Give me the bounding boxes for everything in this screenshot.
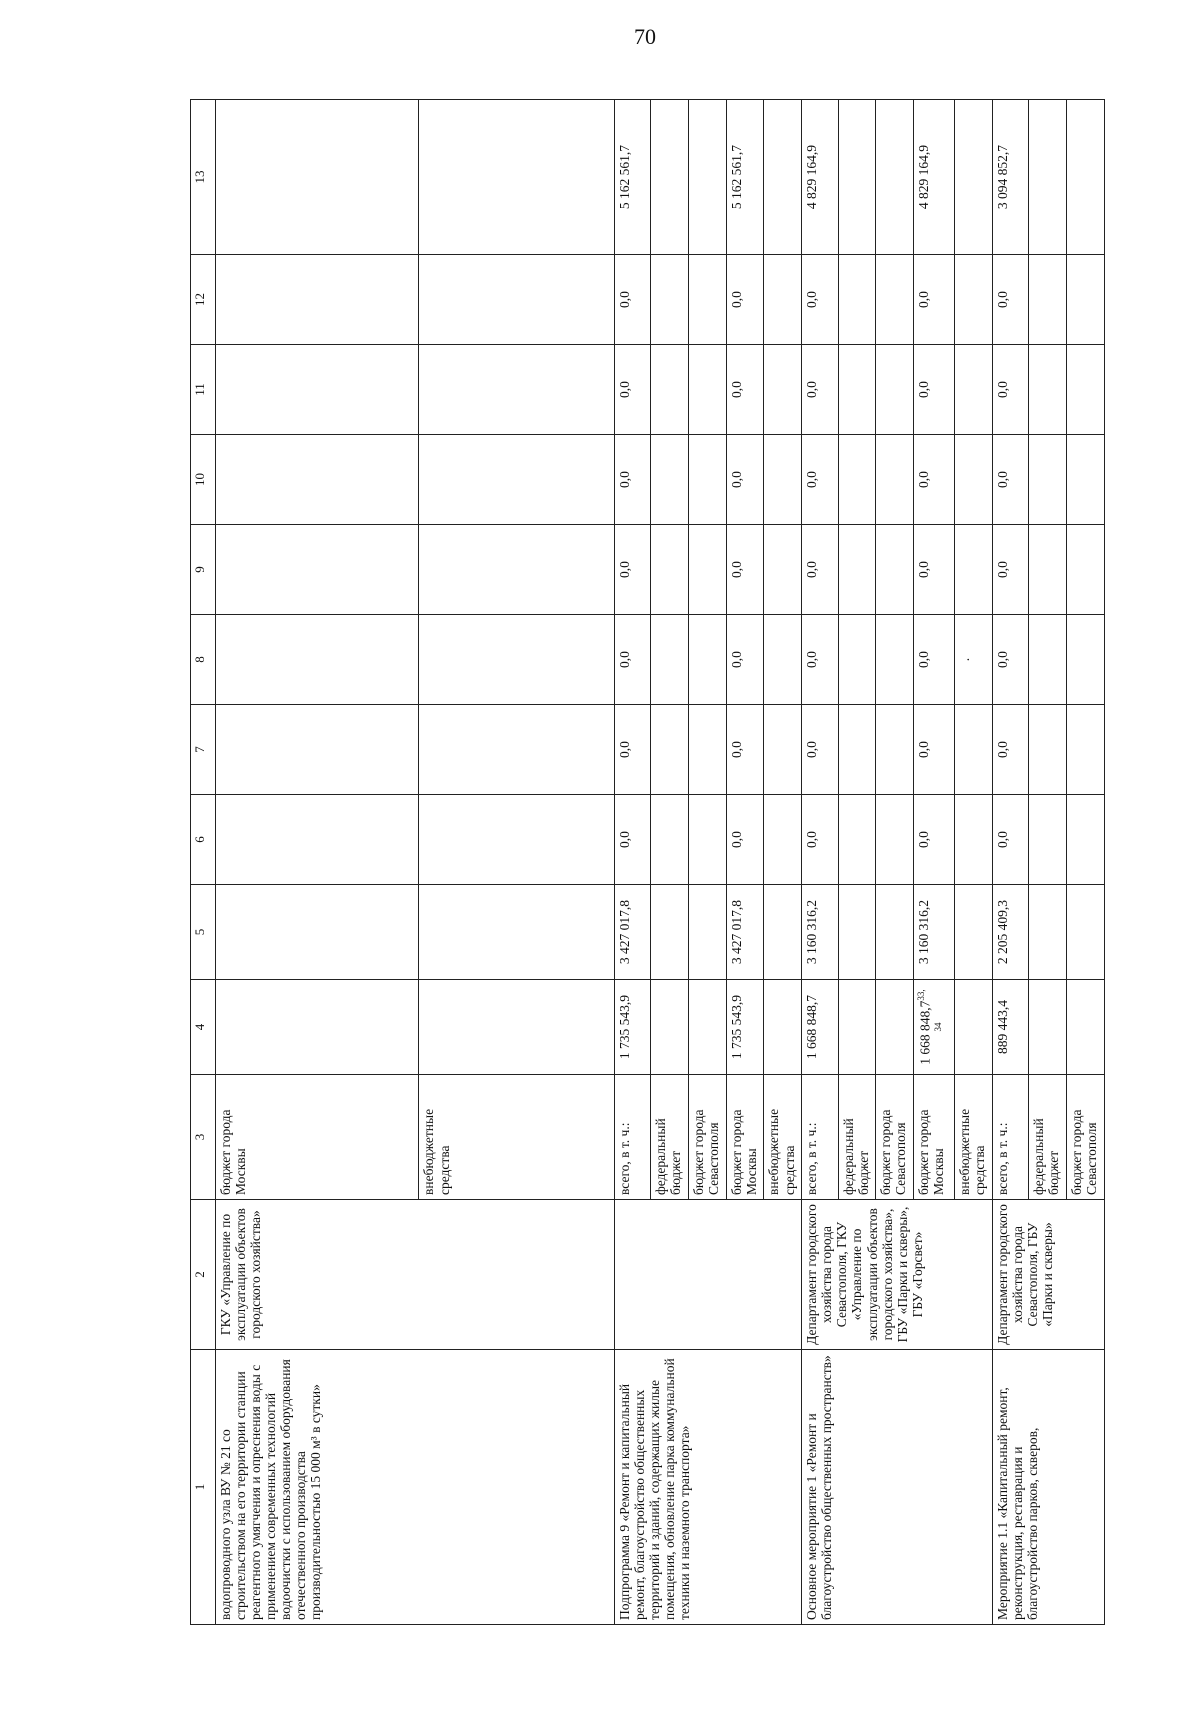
value-cell bbox=[419, 435, 614, 525]
value-cell bbox=[688, 255, 726, 345]
funding-source-cell: федеральный бюджет bbox=[838, 1075, 876, 1200]
value-cell bbox=[914, 795, 955, 885]
value-text: 0,0 bbox=[994, 561, 1010, 578]
value-cell bbox=[838, 255, 876, 345]
value-cell bbox=[1067, 345, 1105, 435]
value-cell bbox=[1067, 435, 1105, 525]
value-cell bbox=[1029, 100, 1067, 255]
value-cell bbox=[726, 885, 764, 980]
column-header: 11 bbox=[191, 345, 216, 435]
value-cell bbox=[802, 435, 838, 525]
value-cell bbox=[688, 435, 726, 525]
value-text: 0,0 bbox=[728, 741, 744, 758]
value-cell bbox=[688, 345, 726, 435]
value-cell bbox=[876, 255, 914, 345]
value-text: 0,0 bbox=[916, 381, 932, 398]
column-header: 4 bbox=[191, 980, 216, 1075]
value-text: 0,0 bbox=[616, 561, 632, 578]
column-header: 9 bbox=[191, 525, 216, 615]
funding-source-cell: бюджет города Москвы bbox=[914, 1075, 955, 1200]
value-cell bbox=[614, 435, 650, 525]
column-header: 2 bbox=[191, 1200, 216, 1350]
value-text: 0,0 bbox=[994, 291, 1010, 308]
value-text: 0,0 bbox=[728, 561, 744, 578]
value-cell bbox=[614, 345, 650, 435]
value-cell bbox=[876, 885, 914, 980]
value-cell bbox=[992, 980, 1028, 1075]
value-text: 0,0 bbox=[804, 741, 820, 758]
value-cell bbox=[215, 100, 419, 255]
value-text: 0,0 bbox=[728, 291, 744, 308]
value-cell bbox=[914, 345, 955, 435]
value-cell bbox=[215, 345, 419, 435]
column-header: 3 bbox=[191, 1075, 216, 1200]
column-number-row bbox=[191, 100, 216, 1625]
value-cell bbox=[419, 525, 614, 615]
value-text: 0,0 bbox=[916, 291, 932, 308]
value-cell bbox=[838, 345, 876, 435]
value-cell bbox=[802, 615, 838, 705]
value-text: 4 829 164,9 bbox=[916, 144, 932, 210]
value-cell bbox=[955, 615, 993, 705]
value-cell bbox=[802, 345, 838, 435]
value-cell bbox=[651, 100, 689, 255]
value-text: 0,0 bbox=[728, 831, 744, 848]
value-text: 0,0 bbox=[994, 831, 1010, 848]
value-cell bbox=[1029, 345, 1067, 435]
value-text: 3 160 316,2 bbox=[804, 899, 820, 965]
funding-source-cell: бюджет города Севастополя bbox=[876, 1075, 914, 1200]
value-cell bbox=[838, 980, 876, 1075]
value-cell bbox=[614, 885, 650, 980]
value-cell bbox=[955, 980, 993, 1075]
column-header: 7 bbox=[191, 705, 216, 795]
footnote-ref: 33, 34 bbox=[916, 989, 943, 1032]
value-cell bbox=[726, 525, 764, 615]
value-cell bbox=[726, 100, 764, 255]
value-cell bbox=[688, 705, 726, 795]
value-cell bbox=[1067, 885, 1105, 980]
value-cell bbox=[726, 795, 764, 885]
value-cell bbox=[688, 525, 726, 615]
value-cell bbox=[876, 525, 914, 615]
value-cell bbox=[614, 100, 650, 255]
value-cell bbox=[992, 525, 1028, 615]
value-text: 0,0 bbox=[916, 831, 932, 848]
value-text: 3 094 852,7 bbox=[994, 144, 1010, 210]
value-cell bbox=[764, 885, 802, 980]
value-cell bbox=[726, 705, 764, 795]
item-name-cell: Подпрограмма 9 «Ремонт и капитальный ремонт, благоустройство общественных территорий и зданий, содержащих жилые помещения, обновление парка коммунальной техники и наземного транспорта» bbox=[614, 1350, 802, 1625]
value-text: 0,0 bbox=[616, 741, 632, 758]
value-cell bbox=[215, 255, 419, 345]
value-cell bbox=[764, 435, 802, 525]
value-cell bbox=[992, 100, 1028, 255]
value-cell bbox=[838, 435, 876, 525]
value-cell bbox=[955, 435, 993, 525]
value-cell bbox=[914, 615, 955, 705]
value-cell bbox=[419, 345, 614, 435]
value-cell bbox=[876, 345, 914, 435]
value-text: 0,0 bbox=[804, 651, 820, 668]
column-header: 13 bbox=[191, 100, 216, 255]
value-text: 1 735 543,9 bbox=[616, 994, 632, 1060]
value-cell bbox=[614, 255, 650, 345]
value-text: 0,0 bbox=[616, 831, 632, 848]
value-cell bbox=[764, 615, 802, 705]
value-cell bbox=[876, 615, 914, 705]
value-text: 0,0 bbox=[616, 471, 632, 488]
value-cell bbox=[651, 795, 689, 885]
value-text: 0,0 bbox=[804, 471, 820, 488]
value-cell bbox=[764, 980, 802, 1075]
value-text: 0,0 bbox=[994, 651, 1010, 668]
value-cell bbox=[802, 255, 838, 345]
value-cell bbox=[215, 435, 419, 525]
value-cell bbox=[1029, 705, 1067, 795]
value-cell bbox=[419, 980, 614, 1075]
value-text: 3 427 017,8 bbox=[728, 899, 744, 965]
funding-source-cell: бюджет города Москвы bbox=[215, 1075, 419, 1200]
value-cell bbox=[802, 795, 838, 885]
value-text: 0,0 bbox=[916, 471, 932, 488]
funding-source-cell: всего, в т. ч.: bbox=[992, 1075, 1028, 1200]
value-cell bbox=[614, 795, 650, 885]
value-cell bbox=[1029, 615, 1067, 705]
value-cell bbox=[802, 525, 838, 615]
value-cell bbox=[688, 615, 726, 705]
value-cell bbox=[651, 885, 689, 980]
value-text: . bbox=[957, 657, 973, 662]
table-row bbox=[614, 100, 650, 1625]
value-cell bbox=[651, 345, 689, 435]
executor-cell: ГКУ «Управление по эксплуатации объектов городского хозяйства» bbox=[215, 1200, 614, 1350]
budget-table bbox=[190, 99, 1105, 1625]
page-number: 70 bbox=[634, 24, 656, 49]
value-cell bbox=[914, 980, 955, 1075]
value-cell bbox=[688, 885, 726, 980]
value-cell bbox=[955, 525, 993, 615]
value-text: 0,0 bbox=[616, 381, 632, 398]
value-text: 0,0 bbox=[994, 381, 1010, 398]
value-text: 0,0 bbox=[728, 381, 744, 398]
value-cell bbox=[1029, 980, 1067, 1075]
value-cell bbox=[914, 525, 955, 615]
value-cell bbox=[419, 795, 614, 885]
value-cell bbox=[876, 100, 914, 255]
value-cell bbox=[215, 615, 419, 705]
value-cell bbox=[955, 100, 993, 255]
value-cell bbox=[914, 435, 955, 525]
value-cell bbox=[1029, 435, 1067, 525]
value-cell bbox=[914, 255, 955, 345]
value-cell bbox=[802, 100, 838, 255]
value-cell bbox=[1067, 255, 1105, 345]
value-text: 2 205 409,3 bbox=[994, 899, 1010, 965]
value-cell bbox=[688, 980, 726, 1075]
value-text: 0,0 bbox=[728, 471, 744, 488]
value-text: 0,0 bbox=[616, 291, 632, 308]
value-text: 0,0 bbox=[916, 741, 932, 758]
funding-source-cell: всего, в т. ч.: bbox=[614, 1075, 650, 1200]
value-cell bbox=[838, 615, 876, 705]
funding-source-cell: внебюджетные средства bbox=[419, 1075, 614, 1200]
value-cell bbox=[215, 980, 419, 1075]
value-text: 1 668 848,7 bbox=[804, 994, 820, 1060]
value-text: 0,0 bbox=[728, 651, 744, 668]
value-cell bbox=[419, 885, 614, 980]
value-cell bbox=[914, 100, 955, 255]
column-header: 5 bbox=[191, 885, 216, 980]
value-cell bbox=[992, 885, 1028, 980]
value-cell bbox=[876, 795, 914, 885]
value-cell bbox=[688, 100, 726, 255]
column-header: 1 bbox=[191, 1350, 216, 1625]
value-cell bbox=[419, 615, 614, 705]
value-text: 4 829 164,9 bbox=[804, 144, 820, 210]
value-cell bbox=[955, 885, 993, 980]
value-cell bbox=[726, 615, 764, 705]
value-cell bbox=[1067, 980, 1105, 1075]
value-cell bbox=[802, 705, 838, 795]
value-cell bbox=[876, 980, 914, 1075]
value-cell bbox=[914, 705, 955, 795]
value-cell bbox=[726, 435, 764, 525]
value-cell bbox=[955, 705, 993, 795]
value-cell bbox=[215, 885, 419, 980]
funding-source-cell: федеральный бюджет bbox=[651, 1075, 689, 1200]
value-cell bbox=[1067, 100, 1105, 255]
table-row bbox=[215, 100, 419, 1625]
value-text: 3 160 316,2 bbox=[916, 899, 932, 965]
value-cell bbox=[838, 885, 876, 980]
funding-source-cell: внебюджетные средства bbox=[764, 1075, 802, 1200]
value-text: 0,0 bbox=[916, 561, 932, 578]
table-row bbox=[992, 100, 1028, 1625]
value-cell bbox=[726, 980, 764, 1075]
value-cell bbox=[764, 795, 802, 885]
value-text: 5 162 561,7 bbox=[728, 144, 744, 210]
value-cell bbox=[1067, 705, 1105, 795]
column-header: 6 bbox=[191, 795, 216, 885]
executor-cell: Департамент городского хозяйства города Севастополя, ГКУ «Управление по эксплуатации объектов городского хозяйства», ГБУ «Парки и скверы», ГБУ «Горсвет» bbox=[802, 1200, 993, 1350]
value-text: 1 735 543,9 bbox=[728, 994, 744, 1060]
column-header: 12 bbox=[191, 255, 216, 345]
value-cell bbox=[1029, 795, 1067, 885]
value-cell bbox=[1067, 615, 1105, 705]
value-cell bbox=[764, 345, 802, 435]
value-cell bbox=[614, 525, 650, 615]
value-cell bbox=[764, 255, 802, 345]
funding-source-cell: всего, в т. ч.: bbox=[802, 1075, 838, 1200]
value-cell bbox=[992, 615, 1028, 705]
budget-table-sheet bbox=[190, 100, 1105, 1625]
value-cell bbox=[992, 255, 1028, 345]
value-text: 0,0 bbox=[616, 651, 632, 668]
value-text: 0,0 bbox=[994, 741, 1010, 758]
value-text: 0,0 bbox=[804, 561, 820, 578]
column-header: 8 bbox=[191, 615, 216, 705]
value-text: 1 668 848,7 bbox=[917, 1000, 933, 1065]
value-text: 0,0 bbox=[994, 471, 1010, 488]
value-cell bbox=[802, 980, 838, 1075]
value-cell bbox=[1067, 795, 1105, 885]
value-text: 5 162 561,7 bbox=[616, 144, 632, 210]
value-cell bbox=[1067, 525, 1105, 615]
value-text: 0,0 bbox=[804, 831, 820, 848]
value-text: 0,0 bbox=[916, 651, 932, 668]
value-cell bbox=[726, 255, 764, 345]
value-cell bbox=[838, 705, 876, 795]
value-cell bbox=[688, 795, 726, 885]
value-cell bbox=[651, 615, 689, 705]
value-text: 0,0 bbox=[804, 381, 820, 398]
value-cell bbox=[215, 525, 419, 615]
funding-source-cell: федеральный бюджет bbox=[1029, 1075, 1067, 1200]
value-cell bbox=[614, 705, 650, 795]
column-header: 10 bbox=[191, 435, 216, 525]
value-cell bbox=[914, 885, 955, 980]
value-cell bbox=[215, 795, 419, 885]
value-cell bbox=[955, 255, 993, 345]
value-cell bbox=[992, 435, 1028, 525]
value-cell bbox=[992, 795, 1028, 885]
value-text: 889 443,4 bbox=[994, 1000, 1010, 1054]
value-cell bbox=[955, 345, 993, 435]
value-cell bbox=[614, 980, 650, 1075]
value-cell bbox=[726, 345, 764, 435]
value-cell bbox=[876, 435, 914, 525]
value-cell bbox=[419, 255, 614, 345]
value-cell bbox=[992, 345, 1028, 435]
value-cell bbox=[419, 100, 614, 255]
value-text: 3 427 017,8 bbox=[616, 899, 632, 965]
value-cell bbox=[838, 100, 876, 255]
executor-cell: Департамент городского хозяйства города Севастополя, ГБУ «Парки и скверы» bbox=[992, 1200, 1104, 1350]
table-row bbox=[802, 100, 838, 1625]
value-cell bbox=[651, 255, 689, 345]
value-cell bbox=[764, 525, 802, 615]
value-cell bbox=[1029, 255, 1067, 345]
item-name-cell: Мероприятие 1.1 «Капитальный ремонт, реконструкция, реставрация и благоустройство парков, скверов, bbox=[992, 1350, 1104, 1625]
value-cell bbox=[992, 705, 1028, 795]
value-cell bbox=[764, 705, 802, 795]
funding-source-cell: бюджет города Севастополя bbox=[688, 1075, 726, 1200]
value-cell bbox=[876, 705, 914, 795]
funding-source-cell: бюджет города Москвы bbox=[726, 1075, 764, 1200]
value-cell bbox=[838, 795, 876, 885]
value-text: 0,0 bbox=[804, 291, 820, 308]
value-cell bbox=[651, 435, 689, 525]
value-cell bbox=[651, 705, 689, 795]
value-cell bbox=[838, 525, 876, 615]
value-cell bbox=[215, 705, 419, 795]
funding-source-cell: внебюджетные средства bbox=[955, 1075, 993, 1200]
value-cell bbox=[1029, 885, 1067, 980]
value-cell bbox=[764, 100, 802, 255]
value-cell bbox=[614, 615, 650, 705]
value-cell bbox=[1029, 525, 1067, 615]
funding-source-cell: бюджет города Севастополя bbox=[1067, 1075, 1105, 1200]
executor-cell bbox=[614, 1200, 802, 1350]
value-cell bbox=[651, 980, 689, 1075]
value-cell bbox=[802, 885, 838, 980]
value-cell bbox=[651, 525, 689, 615]
item-name-cell: водопроводного узла ВУ № 21 со строительством на его территории станции реагентного умягчения и опреснения воды с применением современных технологий водоочистки с использованием оборудования отечественного производства производительностью 15 000 м³ в сутки» bbox=[215, 1350, 614, 1625]
value-cell bbox=[419, 705, 614, 795]
item-name-cell: Основное мероприятие 1 «Ремонт и благоустройство общественных пространств» bbox=[802, 1350, 993, 1625]
value-cell bbox=[955, 795, 993, 885]
